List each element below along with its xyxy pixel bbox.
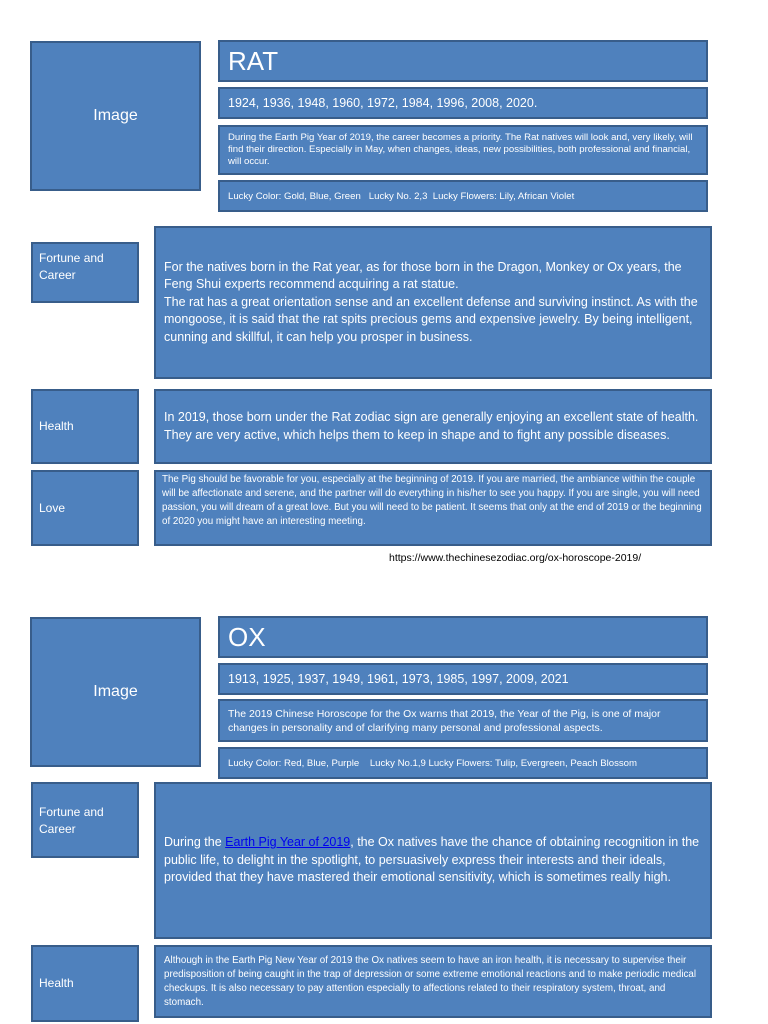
rat-love-text: The Pig should be favorable for you, especially at the beginning of 2019. If you are married, the ambiance within the couple will be affectionate and serene, and the partner will do everything in his/her to see you happy. If you are single, you will need passion, you will dream of a great love. But you will need to be patient. It seems that only at the end of 2019 or the beginning of 2020 you might have an interesting meeting.: [162, 474, 702, 527]
rat-fortune-label-box: [31, 242, 139, 303]
ox-title-box: [218, 616, 708, 658]
ox-health-label: Health: [39, 976, 74, 990]
rat-description: During the Earth Pig Year of 2019, the career becomes a priority. The Rat natives will look and, very likely, will find their direction. Especially in May, when changes, ideas, new possibilities, both professional and financial, will occur.: [228, 132, 693, 167]
ox-health-label-box: [31, 945, 139, 1022]
rat-love-label-box: [31, 470, 139, 546]
ox-health-text: Although in the Earth Pig New Year of 2019 the Ox natives seem to have an iron health, it is necessary to supervise their predisposition of being caught in the trap of depression or some extreme emotional reactions and to make periodic medical checkups. It is also necessary to pay attention especially to affections related to their respiratory system, throat, and stomach.: [164, 954, 697, 1008]
earth-pig-year-link[interactable]: Earth Pig Year of 2019: [225, 835, 351, 850]
ox-years-box: [218, 663, 708, 695]
ox-fortune-label: Fortune and Career: [39, 805, 104, 836]
rat-love-box: [154, 470, 712, 546]
rat-years: 1924, 1936, 1948, 1960, 1972, 1984, 1996, 2008, 2020.: [228, 96, 538, 110]
ox-fortune-prefix: During the: [164, 835, 226, 850]
rat-image-placeholder: [30, 41, 201, 191]
rat-health-text: In 2019, those born under the Rat zodiac sign are generally enjoying an excellent state of health. They are very active, which helps them to keep in shape and to fight any possible diseases.: [164, 410, 699, 442]
source-link[interactable]: https://www.thechinesezodiac.org/ox-horoscope-2019/: [389, 552, 642, 564]
rat-title-box: [218, 40, 708, 82]
rat-description-box: [218, 125, 708, 175]
ox-fortune-text: [156, 834, 710, 887]
rat-health-box: [154, 389, 712, 464]
rat-health-label: Health: [39, 419, 74, 433]
ox-image-placeholder: [30, 617, 201, 767]
ox-description: The 2019 Chinese Horoscope for the Ox warns that 2019, the Year of the Pig, is one of major changes in personality and of clarifying many personal and professional aspects.: [228, 707, 661, 734]
rat-health-label-box: [31, 389, 139, 464]
ox-title: OX: [228, 621, 266, 652]
rat-lucky-box: [218, 180, 708, 212]
rat-title: RAT: [228, 45, 279, 76]
ox-image-label: Image: [93, 683, 138, 700]
ox-years: 1913, 1925, 1937, 1949, 1961, 1973, 1985, 1997, 2009, 2021: [228, 672, 569, 686]
ox-fortune-box: [154, 782, 712, 939]
ox-fortune-label-box: [31, 782, 139, 858]
ox-lucky-box: [218, 747, 708, 779]
ox-description-box: [218, 699, 708, 742]
rat-fortune-text: For the natives born in the Rat year, as for those born in the Dragon, Monkey or Ox years, the Feng Shui experts recommend acquiring a rat statue. The rat has a great orientation sense and an excellent defense and surviving instinct. As with the mongoose, it is said that the rat spits precious gems and expensive jewelry. By being intelligent, cunning and skillful, it can help you prosper in business.: [164, 259, 698, 344]
ox-health-box: [154, 945, 712, 1018]
rat-lucky-info: Lucky Color: Gold, Blue, Green Lucky No. 2,3 Lucky Flowers: Lily, African Violet: [228, 190, 575, 202]
ox-lucky-info: Lucky Color: Red, Blue, Purple Lucky No.1,9 Lucky Flowers: Tulip, Evergreen, Peach Blossom: [228, 757, 637, 769]
rat-fortune-box: [154, 226, 712, 379]
ox-fortune-suffix: , the Ox natives have the chance of obtaining recognition in the public life, to delight in the spotlight, to persuasively express their interests and their ideals, provided that they have mastered their emotional sensitivity, which is sometimes really high.: [164, 835, 700, 885]
rat-image-label: Image: [93, 107, 138, 124]
rat-years-box: [218, 87, 708, 119]
rat-love-label: Love: [39, 500, 66, 515]
rat-fortune-label: Fortune and Career: [39, 251, 104, 282]
